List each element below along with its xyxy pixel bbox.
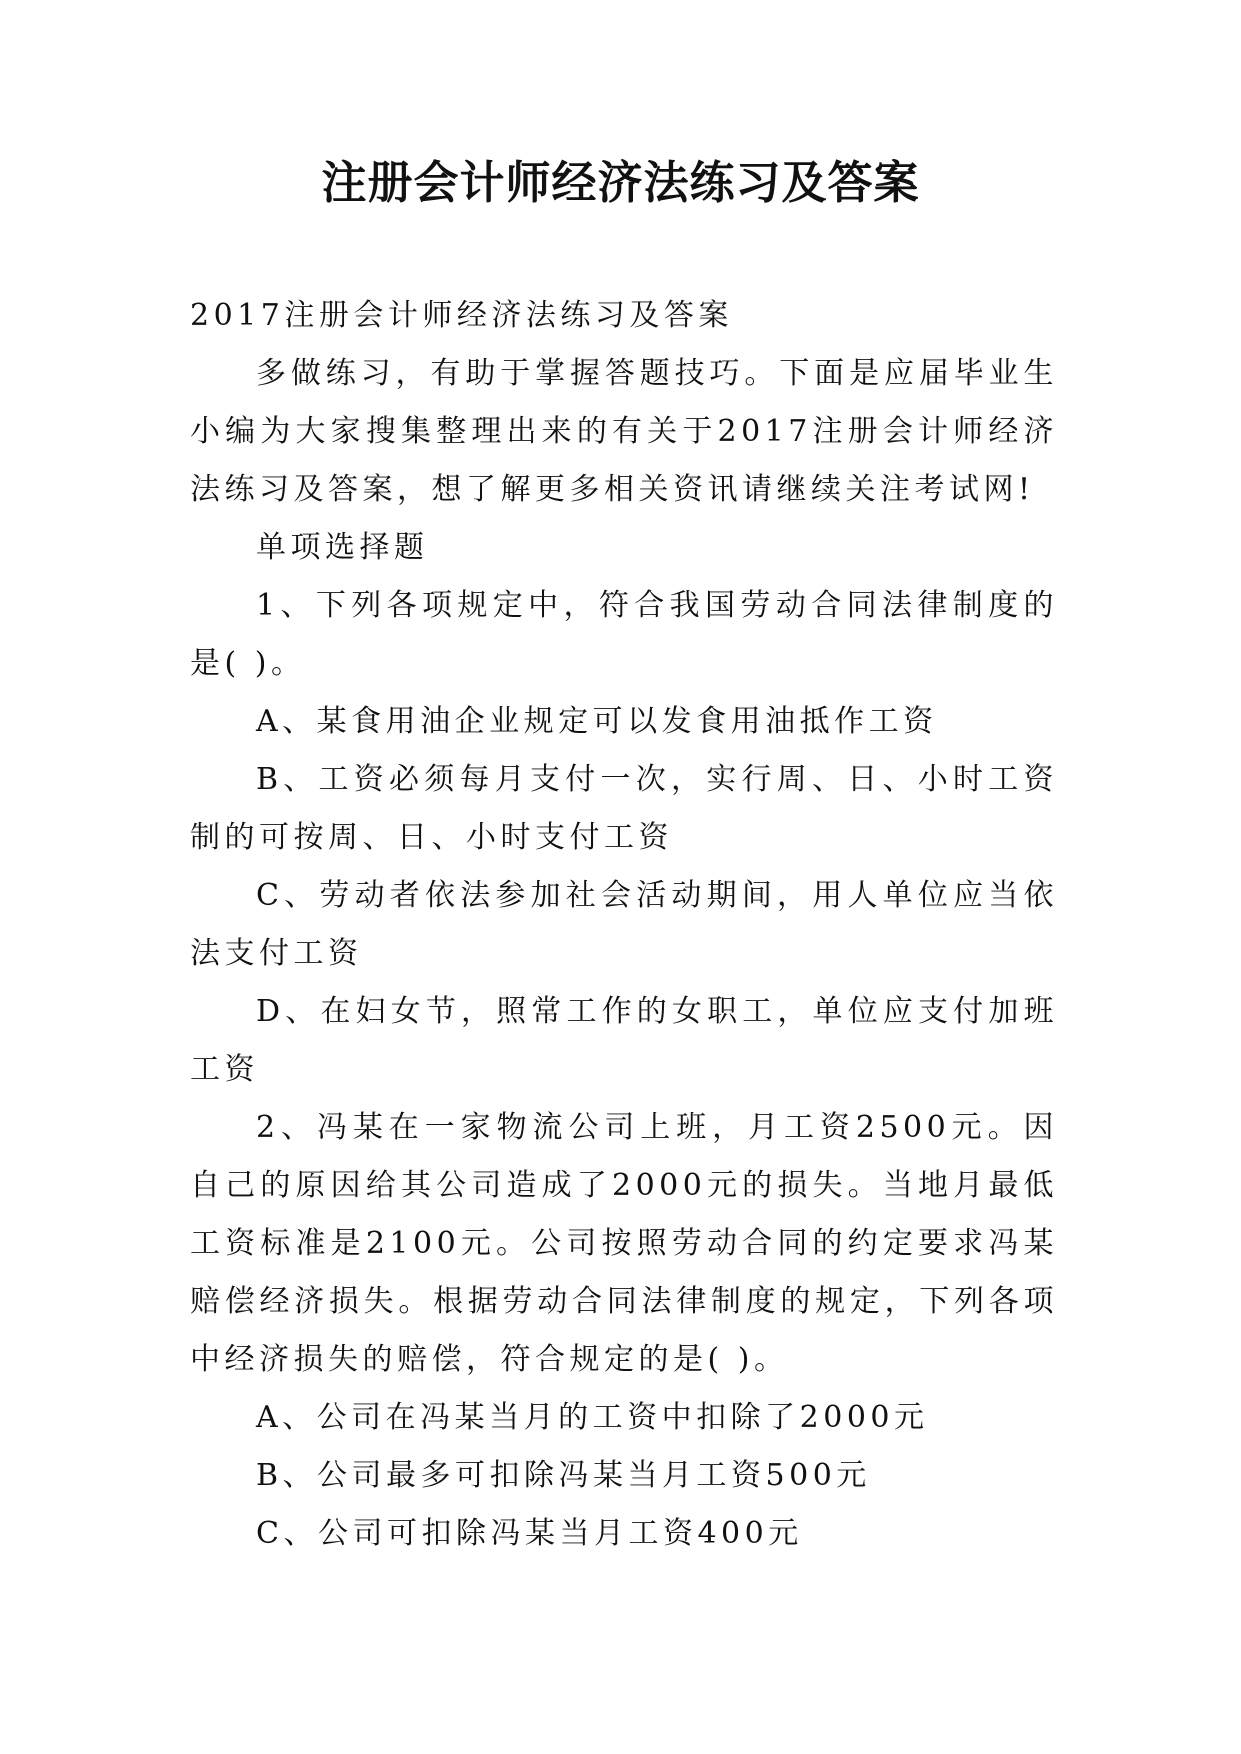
subtitle-paragraph: 2017注册会计师经济法练习及答案 — [190, 298, 733, 333]
question-2-option-b: B、公司最多可扣除冯某当月工资500元 — [256, 1458, 871, 1493]
question-2-option-a: A、公司在冯某当月的工资中扣除了2000元 — [256, 1400, 929, 1435]
question-1-option-c: C、劳动者依法参加社会活动期间，用人单位应当依法支付工资 — [190, 878, 1058, 971]
question-1-option-d: D、在妇女节，照常工作的女职工，单位应支付加班工资 — [190, 994, 1058, 1087]
question-1: 1、下列各项规定中，符合我国劳动合同法律制度的是( )。 — [190, 588, 1058, 681]
document-title: 注册会计师经济法练习及答案 — [321, 156, 920, 209]
intro-paragraph: 多做练习，有助于掌握答题技巧。下面是应届毕业生小编为大家搜集整理出来的有关于2017注册会计师经济法练习及答案，想了解更多相关资讯请继续关注考试网! — [190, 356, 1058, 507]
document-body — [190, 287, 1058, 1563]
section-heading: 单项选择题 — [256, 530, 429, 565]
question-1-option-b: B、工资必须每月支付一次，实行周、日、小时工资制的可按周、日、小时支付工资 — [190, 762, 1058, 855]
question-2-option-c: C、公司可扣除冯某当月工资400元 — [256, 1516, 803, 1551]
question-1-option-a: A、某食用油企业规定可以发食用油抵作工资 — [256, 704, 938, 739]
question-2: 2、冯某在一家物流公司上班，月工资2500元。因自己的原因给其公司造成了2000元的损失。当地月最低工资标准是2100元。公司按照劳动合同的约定要求冯某赔偿经济损失。根据劳动合同法律制度的规定，下列各项中经济损失的赔偿，符合规定的是( )。 — [190, 1110, 1058, 1377]
